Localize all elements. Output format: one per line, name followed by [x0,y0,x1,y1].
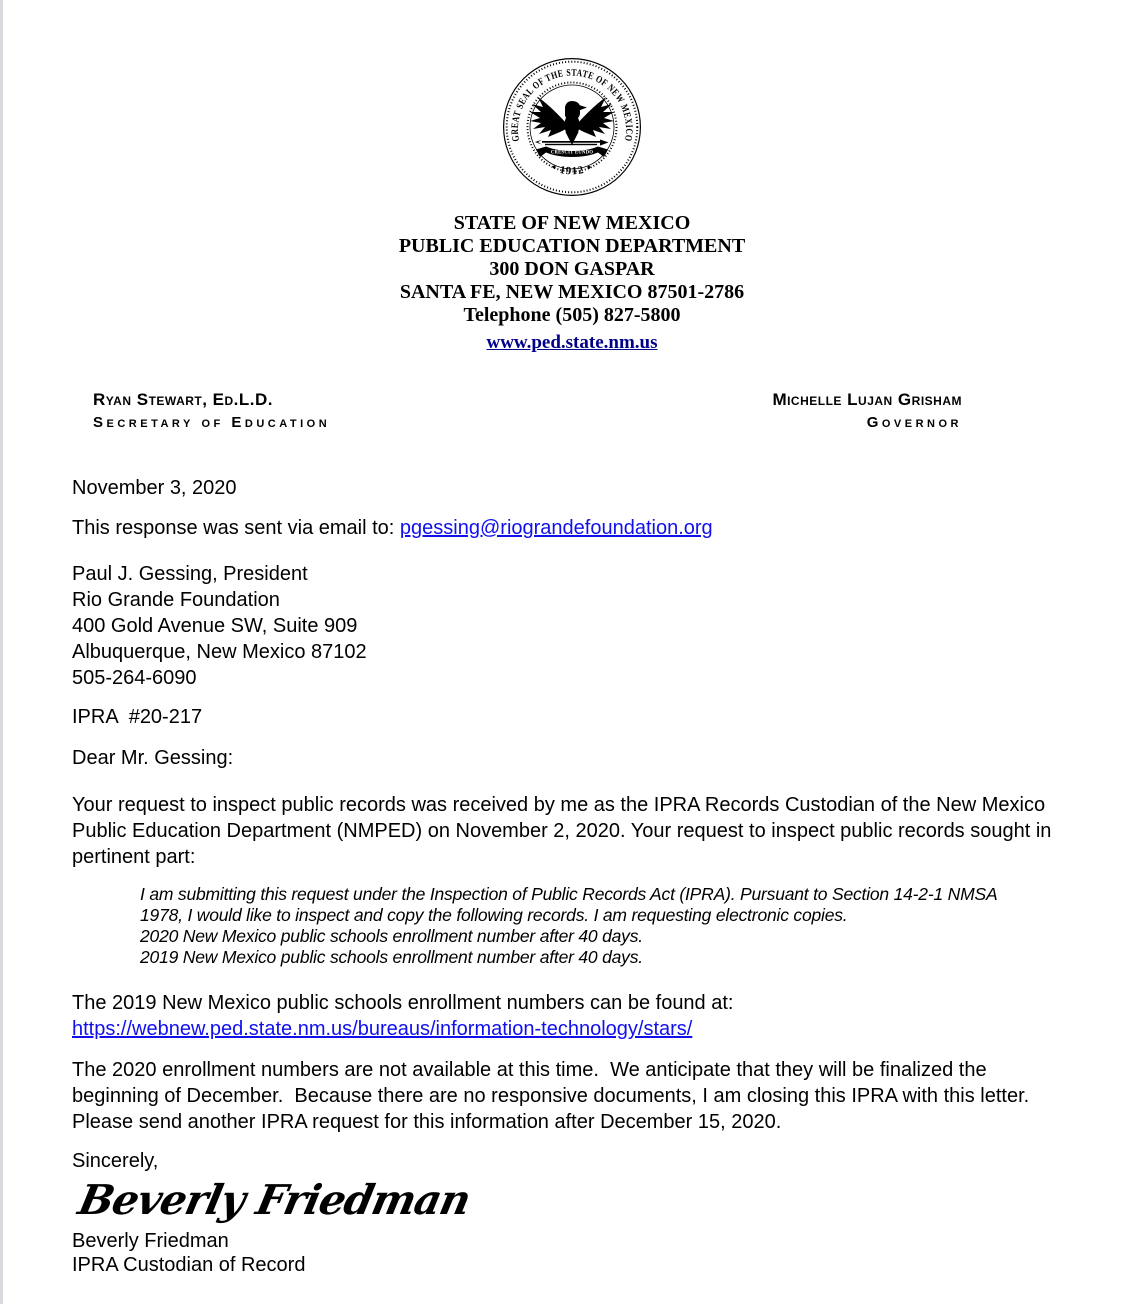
letterhead-state: STATE OF NEW MEXICO [453,212,691,234]
window-edge [0,0,3,1304]
letterhead-phone: Telephone (505) 827-5800 [463,304,681,326]
paragraph-line: Your request to inspect public records was received by me as the IPRA Records Custodian of the New Mexico [72,794,1046,816]
seal-motto-text: CRESCIT EUNDO [550,150,594,156]
new-mexico-state-seal-icon [502,57,642,197]
letter-date: November 3, 2020 [72,477,237,499]
governor-name: Michelle Lujan Grisham [772,390,962,409]
recipient-city: Albuquerque, New Mexico 87102 [72,641,367,663]
paragraph-line: Please send another IPRA request for this information after December 15, 2020. [72,1111,782,1133]
recipient-street: 400 Gold Avenue SW, Suite 909 [72,615,358,637]
letterhead-text [0,212,1144,354]
paragraph-line: The 2019 New Mexico public schools enrollment numbers can be found at: [72,992,734,1014]
quote-line: 2020 New Mexico public schools enrollment number after 40 days. [140,926,643,946]
recipient-phone: 505-264-6090 [72,667,197,689]
quote-line: I am submitting this request under the Inspection of Public Records Act (IPRA). Pursuant to Section 14-2-1 NMSA [140,884,998,904]
quote-line: 1978, I would like to inspect and copy the following records. I am requesting electronic copies. [140,905,848,925]
reference-number: IPRA #20-217 [72,706,203,728]
letterhead-city: SANTA FE, NEW MEXICO 87501-2786 [399,281,745,303]
closing: Sincerely, [72,1150,159,1172]
quoted-request [140,884,1080,968]
governor-block [772,390,962,431]
recipient-org: Rio Grande Foundation [72,589,280,611]
letter-body [72,475,1080,1277]
secretary-name: Ryan Stewart, Ed.L.D. [93,390,274,409]
email-intro-text: This response was sent via email to: [72,517,400,539]
letterhead-street: 300 DON GASPAR [489,258,655,280]
paragraph-2020-numbers [72,1057,1080,1135]
seal-year-text: • 1912 • [549,161,595,178]
officials-row [0,390,1144,431]
stars-link[interactable]: https://webnew.ped.state.nm.us/bureaus/information-technology/stars/ [72,1018,693,1040]
secretary-title: Secretary of Education [93,414,331,431]
recipient-address [72,561,1080,691]
paragraph-request-received [72,792,1080,870]
salutation: Dear Mr. Gessing: [72,747,234,769]
letterhead-department: PUBLIC EDUCATION DEPARTMENT [398,235,746,257]
paragraph-line: beginning of December. Because there are no responsive documents, I am closing this IPRA with this letter. [72,1085,1030,1107]
letterhead [0,0,1144,354]
quote-line: 2019 New Mexico public schools enrollment number after 40 days. [140,947,643,967]
seal-ring-text: GREAT SEAL OF THE STATE OF NEW MEXICO [509,67,635,145]
email-link[interactable]: pgessing@riograndefoundation.org [399,517,713,539]
recipient-name: Paul J. Gessing, President [72,563,308,585]
website-link[interactable]: www.ped.state.nm.us [486,332,658,353]
eagle-icon [530,97,614,157]
paragraph-line: Public Education Department (NMPED) on November 2, 2020. Your request to inspect public records sought in [72,820,1052,842]
paragraph-line: The 2020 enrollment numbers are not available at this time. We anticipate that they will be finalized the [72,1059,987,1081]
signature-script: Beverly Friedman [74,1176,475,1224]
email-line [72,515,1080,541]
secretary-block [93,390,330,431]
paragraph-line: pertinent part: [72,846,196,868]
governor-title: Governor [866,414,962,431]
signer-title: IPRA Custodian of Record [72,1254,306,1276]
paragraph-2019-numbers [72,990,1080,1042]
signer-name: Beverly Friedman [72,1230,229,1252]
